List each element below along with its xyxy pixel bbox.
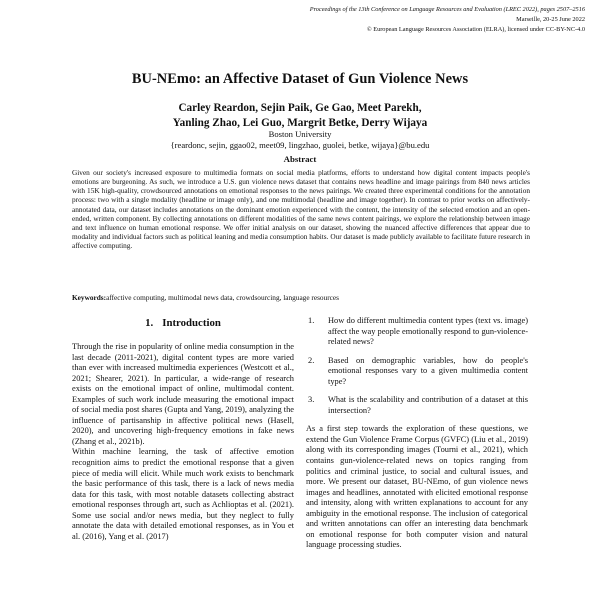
authors-line-2: Yanling Zhao, Lei Guo, Margrit Betke, Derry Wijaya <box>172 116 428 129</box>
intro-paragraph-2: Within machine learning, the task of affective emotion recognition aims to predict the emotional response that a given piece of media will elicit. While much work exists to benchmark the basic performance of this task, there is a lack of news media data for this task, with most notable datasets collecting abstract emotional responses through art, such as Achlioptas et al. (2021). Some use social and/or news media, but they neglect to fully annotate the data with detailed emotional responses, as in You et al. (2016), Yang et al. (2017) <box>72 447 294 541</box>
left-column <box>72 342 294 542</box>
list-item <box>306 356 528 388</box>
conference-location: Marseille, 20-25 June 2022 <box>516 15 585 23</box>
list-item-number: 3. <box>308 395 315 405</box>
abstract-text: Given our society's increased exposure to multimedia formats on social media platforms, efforts to understand how digital content impacts people's emotions are burgeoning. As such, we introduce a U.S. gun violence news dataset that contains news headline and image pairings from 840 news articles with 15K high-quality, crowdsourced annotations on emotional responses to the news pairings. We created three experimental conditions for the annotation process: two with a single modality (headline or image only), and one multimodal (headline and image together). In contrast to prior works on affectively-annotated data, our dataset includes annotations on the dominant emotion experienced with the content, the intensity of the selected emotion and an open-ended, written component. By collecting annotations on different modalities of the same news content pairings, we explore the relationship between image and text influence on human emotional response. We offer initial analysis on our dataset, showing the nuanced affective differences that appear due to modality and individual factors such as political leaning and media consumption habits. Our dataset is made publicly available to facilitate future research in affective computing. <box>72 168 530 251</box>
section-heading-introduction <box>72 317 294 329</box>
author-list <box>0 101 600 130</box>
section-number: 1. <box>145 317 154 329</box>
list-item <box>306 316 528 348</box>
list-item-text: How do different multimedia content types (text vs. image) affect the way people emotionally respond to gun-violence-related news? <box>328 316 528 347</box>
intro-paragraph-3: As a first step towards the exploration of these questions, we extend the Gun Violence Frame Corpus (GVFC) (Liu et al., 2019) along with its corresponding images (Tourni et al., 2021), which contains gun-violence-related news on topics ranging from politics and criminal justice, to social and cultural issues, and more. We present our dataset, BU-NEmo, of gun violence news images and headlines, annotated with elicited emotional response and intensity, along with written explanations to account for any ambiguity in the emotional response. The inclusion of categorical and written annotations can offer an interesting data benchmark on emotional response for both computer vision and natural language processing studies. <box>306 424 528 550</box>
author-emails: {reardonc, sejin, ggao02, meet09, lingzhao, guolei, betke, wijaya}@bu.edu <box>170 139 430 150</box>
list-item-number: 1. <box>308 316 315 325</box>
list-item <box>306 395 528 416</box>
list-item-text: Based on demographic variables, how do people's emotional responses vary to a given multimedia content type? <box>328 355 528 386</box>
abstract-heading: Abstract <box>283 154 317 164</box>
list-item-text: What is the scalability and contribution of a dataset at this intersection? <box>328 395 528 415</box>
affiliation-block <box>0 129 600 150</box>
research-questions-list <box>306 316 528 416</box>
proceedings-header <box>310 5 585 34</box>
proceedings-citation: Proceedings of the 13th Conference on Language Resources and Evaluation (LREC 2022), pages 2507–2516 <box>309 6 585 13</box>
right-column <box>306 316 528 551</box>
license-notice: © European Language Resources Association (ELRA), licensed under CC-BY-NC-4.0 <box>366 25 585 33</box>
intro-paragraph-1: Through the rise in popularity of online media consumption in the last decade (2011-2021), digital content types are more varied than ever with increased multimedia experiences (Westcott et al., 2021; Shearer, 2021). In particular, a wide-range of research exists on the emotional impact of online, multimodal content. Examples of such work include measuring the emotional impact of social media post shares (Gupta and Yang, 2019), analyzing the influence of partisanship in affective political news (Hasell, 2020), and uncovering high-frequency emotions in fake news (Zhang et al., 2021b). <box>72 342 294 446</box>
affiliation: Boston University <box>268 129 332 139</box>
keywords-text: affective computing, multimodal news data, crowdsourcing, language resources <box>106 293 339 302</box>
keywords-label: Keywords: <box>72 293 107 302</box>
paper-title: BU-NEmo: an Affective Dataset of Gun Violence News <box>131 71 469 87</box>
section-title: Introduction <box>162 317 221 329</box>
keywords-line <box>72 293 530 302</box>
list-item-number: 2. <box>308 355 315 365</box>
authors-line-1: Carley Reardon, Sejin Paik, Ge Gao, Meet Parekh, <box>178 102 422 114</box>
